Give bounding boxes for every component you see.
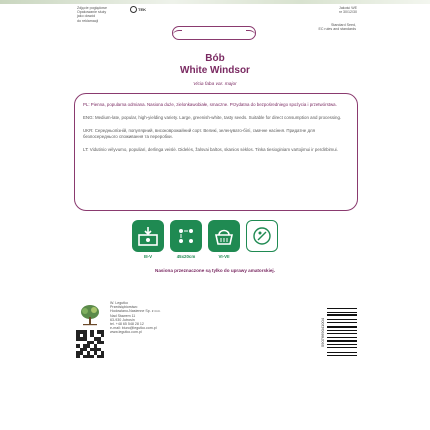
cultivation-icons (132, 220, 278, 252)
description-uk: UKR: Середньопізній, популярний, високоврожайний сорт. Великі, зеленувато-білі, смачне насіння. Придатне для безпосереднього споживання та переробки. (83, 128, 315, 139)
seal-icon (130, 6, 137, 13)
producer-line: www.legutko.com.pl (110, 330, 142, 335)
producer-line: e-mail: biuro@legutko.com.pl (110, 326, 157, 331)
quality-note (312, 6, 357, 14)
sowing-period: III-V (143, 254, 153, 259)
tek-mark (130, 6, 146, 13)
barcode-icon (327, 308, 357, 358)
producer-line: 63-930 Jutrosin (110, 317, 135, 322)
amateur-note: Nasiona przeznaczone są tylko do uprawy amatorskiej. (155, 268, 275, 273)
barcode-bar (327, 353, 357, 354)
barcode-bar (327, 356, 357, 357)
barcode-bar (327, 331, 357, 332)
harvest-icon (208, 220, 240, 252)
barcode-bar (327, 324, 357, 325)
variety-name: White Windsor (180, 65, 250, 76)
producer-line: Przedsiębiorstwo (110, 305, 138, 310)
tree-logo-icon (78, 304, 102, 326)
seed-depth-icon (246, 220, 278, 252)
harvest-period: VI-VII (218, 254, 230, 259)
qr-code-icon (76, 330, 104, 358)
quality-line: nr 30/12/30 (338, 10, 357, 15)
packet-window (172, 26, 256, 40)
description-box (74, 93, 358, 211)
producer-info (110, 301, 190, 335)
top-photo-strip (0, 0, 430, 4)
plant-spacing: 45x20cm (176, 254, 196, 259)
top-left-notes (77, 6, 117, 23)
barcode-bar (327, 340, 357, 341)
barcode-bar (327, 326, 357, 328)
qr-module (101, 355, 105, 359)
producer-line: Hodowlano-Nasienne Sp. z o.o. (110, 309, 161, 314)
producer-line: Nad Stawem 11 (110, 313, 136, 318)
barcode-bar (327, 349, 357, 351)
quality-line: Jakość WE (339, 6, 357, 10)
barcode-bar (327, 344, 357, 345)
standard-line: EC rules and standards (318, 27, 356, 32)
barcode-bar (327, 319, 357, 320)
tek-label: TEK (138, 7, 146, 12)
sowing-calendar-icon (132, 220, 164, 252)
note-line: jako dowód (77, 14, 96, 19)
note-line: Opakowanie służy (77, 10, 107, 15)
standard-note (290, 23, 356, 31)
barcode-bar (327, 314, 357, 316)
barcode-bar (327, 335, 357, 337)
barcode-number: 5907669041004 (320, 318, 325, 348)
barcode-bar (327, 309, 357, 310)
product-name: Bób (205, 53, 225, 64)
producer-line: W. Legutko (110, 301, 128, 305)
description-lt: LT: Vidutinio vėlyvumo, populiari, derlinga veislė. Didelės, žalsvai baltos, skanios sėklos. Tinka tiesioginiam vartojimui ir perdirbimui. (83, 146, 338, 152)
description-pl: PL: Pienna, popularna odmiana. Nasiona duże, zielonkawobiałe, smaczne. Przydatna do bezpośredniego spożycia i przetwórstwa. (83, 102, 337, 107)
producer-line: tel. +48 65 548 28 12 (110, 322, 144, 327)
standard-line: Standard Seed, (331, 23, 356, 27)
note-line: Zdjęcie poglądowe (77, 6, 107, 10)
latin-name: Vicia faba var. major (193, 82, 237, 87)
icon-labels (132, 254, 282, 262)
spacing-icon (170, 220, 202, 252)
description-en: ENG: Medium-late, popular, high-yielding variety. Large, greenish-white, tasty seeds. Suitable for direct consumption and processing. (83, 115, 342, 121)
note-line: do reklamacji (77, 18, 99, 23)
